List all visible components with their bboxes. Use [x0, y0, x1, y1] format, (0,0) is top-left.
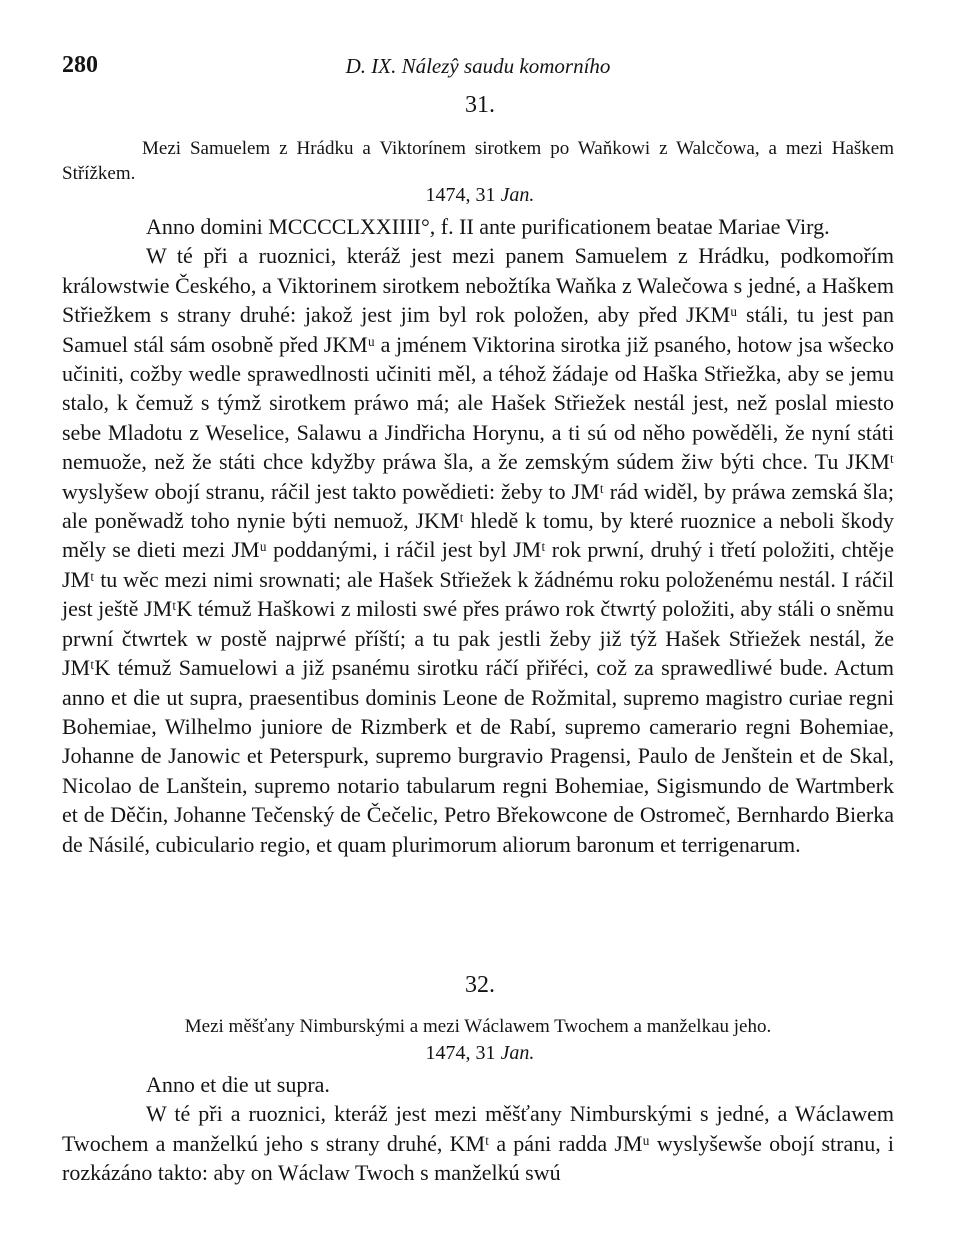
entry-summary: Mezi měšťany Nimburskými a mezi Wáclawem Twochem a manželkau jeho.	[184, 1016, 772, 1037]
entry-date-number: 1474, 31	[425, 184, 496, 206]
entry-body	[62, 212, 894, 859]
entry-number: 32.	[465, 972, 495, 998]
entry-opening: Anno et die ut supra.	[146, 1072, 330, 1097]
entry-date-number: 1474, 31	[425, 1042, 496, 1064]
entry-text: W té při a ruoznici, kteráž jest mezi panem Samuelem z Hrádku, podkomořím králowstwie Českého, a Viktorinem sirotkem nebožtíka Waňka z Walečowa s jedné, a Haškem Střiežkem s strany druhé: jakož jest jim byl rok položen, aby před JKMᵘ stáli, tu jest pan Samuel stál sám osobně před JKMᵘ a jménem Viktorina sirotka již psaného, hotow jsa wšecko učiniti, cožby wedle sprawedlnosti učiniti měl, a téhož žádaje od Haška Střiežka, aby se jemu stalo, k čemuž s týmž sirotkem práwo má; ale Hašek Střiežek nestál jest, než poslal miesto sebe Mladotu z Weselice, Salawu a Jindřicha Horynu, a ti sú od něho powěděli, že nyní státi nemuože, než že státi chce kdyžby práwa šla, a že zemským súdem žiw býti chce. Tu JKMᵗ wyslyšew obojí stranu, ráčil jest takto powědieti: žeby to JMᵗ rád widěl, by práwa zemská šla; ale poněwadž toho nynie býti nemuož, JKMᵗ hledě k tomu, by které ruoznice a neboli škody měly se dieti mezi JMᵘ poddanými, i ráčil jest byl JMᵗ rok prwní, druhý i třetí položiti, chtěje JMᵗ tu wěc mezi nimi srownati; ale Hašek Střiežek k žádnému roku položenému nestál. I ráčil jest ještě JMᵗK témuž Haškowi z milosti swé přes práwo rok čtwrtý položiti, aby stáli o sněmu prwní čtwrtek w postě najprwé příští; a tu pak jestli žeby již týž Hašek Střiežek nestál, že JMᵗK témuž Samuelowi a již psanému sirotku ráčí přiřéci, což za sprawedliwé bude. Actum anno et die ut supra, praesentibus dominis Leone de Rožmital, supremo magistro curiae regni Bohemiae, Wilhelmo juniore de Rizmberk et de Rabí, supremo camerario regni Bohemiae, Johanne de Janowic et Peterspurk, supremo burgravio Pragensi, Paulo de Jenštein et de Skal, Nicolao de Lanštein, supremo notario tabularum regni Bohemiae, Sigismundo de Wartmberk et de Děčin, Johanne Tečenský de Čečelic, Petro Břekowcone de Ostromeč, Bernhardo Bierka de Násilé, cubiculario regio, et quam plurimorum aliorum baronum et terrigenarum.	[62, 243, 894, 857]
entry-date-month: Jan.	[500, 184, 535, 206]
page-header	[62, 52, 894, 82]
entry-number: 31.	[465, 92, 495, 118]
entry-date	[0, 1042, 960, 1065]
entry-date-month: Jan.	[500, 1042, 535, 1064]
entry-body	[62, 1070, 894, 1188]
entry-date	[0, 184, 960, 207]
entry-text: W té při a ruoznici, kteráž jest mezi měšťany Nimburskými s jedné, a Wáclawem Twochem a manželkú jeho s strany druhé, KMᵗ a páni radda JMᵘ wyslyšewše obojí stranu, i rozkázáno takto: aby on Wáclaw Twoch s manželkú swú	[62, 1101, 894, 1186]
entry-summary: Mezi Samuelem z Hrádku a Viktorínem sirotkem po Waňkowi z Walcčowa, a mezi Haškem Střížkem.	[62, 138, 894, 184]
entry-opening: Anno domini MCCCCLXXIIII°, f. II ante purificationem beatae Mariae Virg.	[146, 214, 830, 239]
running-head: D. IX. Nálezŷ saudu komorního	[345, 54, 611, 78]
page-number: 280	[62, 52, 98, 78]
